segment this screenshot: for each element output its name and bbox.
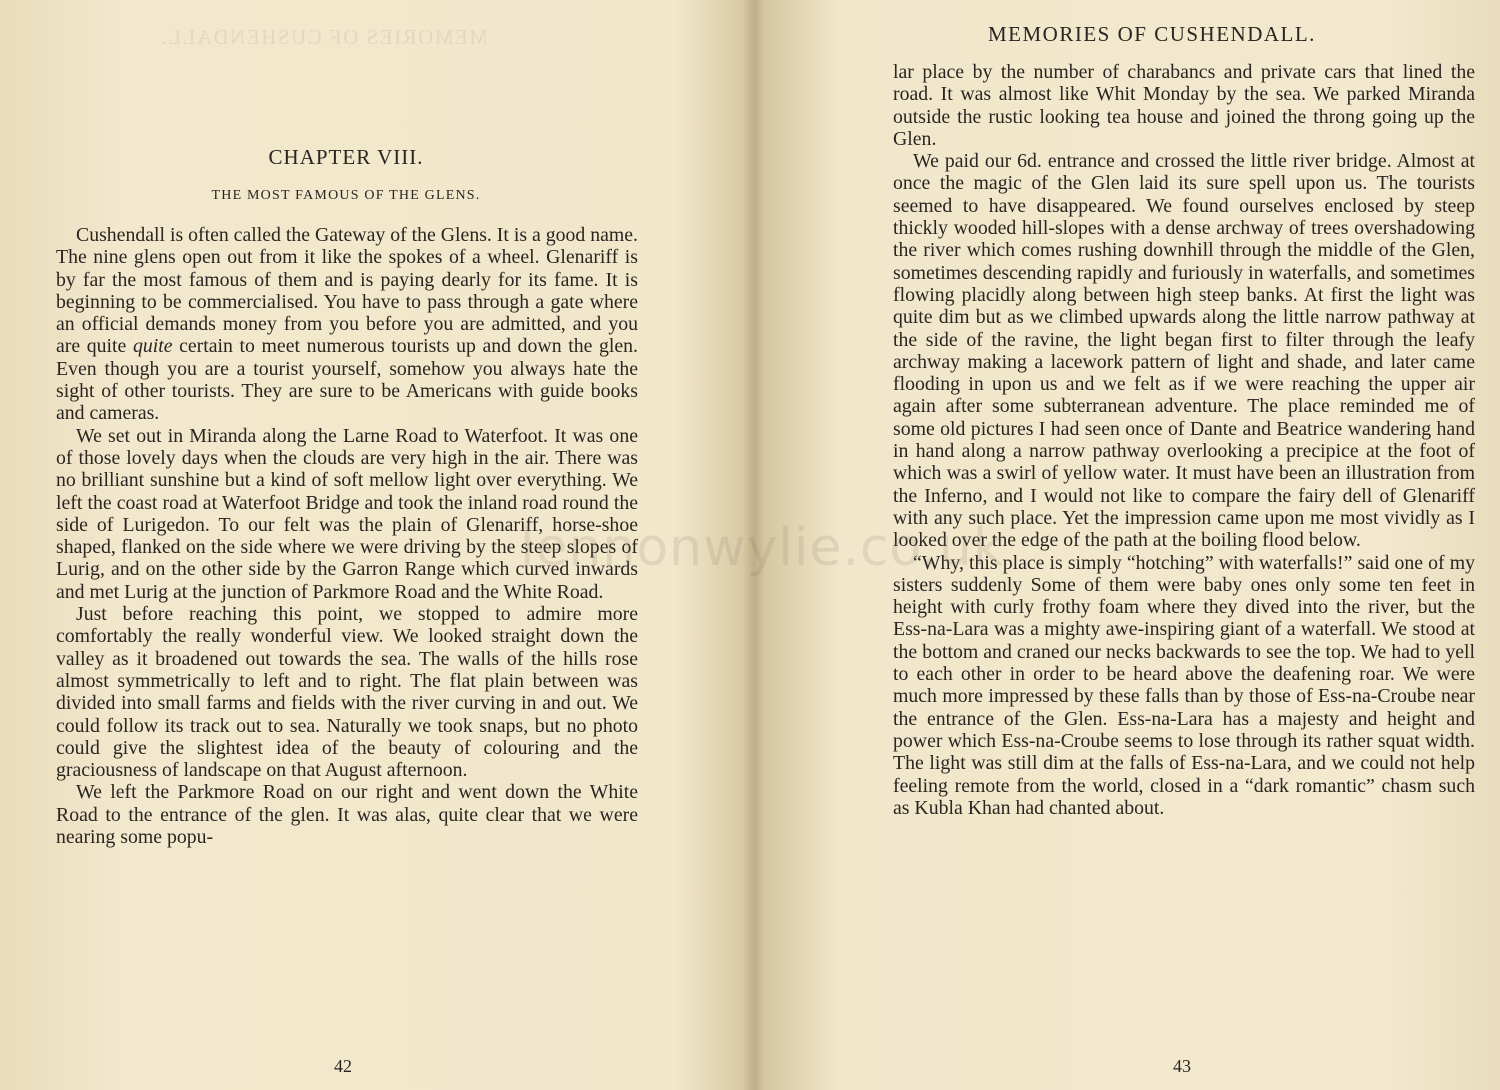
paragraph-text: certain to meet numerous tourists up and down the glen. Even though you are a tourist yourself, somehow you always hate the sight of other tourists. They are sure to be Americans with guide books and cameras. [56, 335, 639, 425]
bleed-through-text: MEMORIES OF CUSHENDALL. [160, 25, 488, 49]
watermark: lennonwylie.co.uk [520, 518, 1004, 578]
paragraph [56, 224, 638, 425]
right-page-body [893, 61, 1475, 819]
paragraph: We set out in Miranda along the Larne Road to Waterfoot. It was one of those lovely days when the clouds are very high in the air. There was no brilliant sunshine but a kind of soft mellow light over everything. We left the coast road at Waterfoot Bridge and took the inland road round the side of Lurigedon. To our felt was the plain of Glenariff, horse-shoe shaped, flanked on the side where we were driving by the steep slopes of Lurig, and on the other side by the Garron Range which curved inwards and met Lurig at the junction of Parkmore Road and the White Road. [56, 424, 638, 603]
paragraph: lar place by the number of charabancs and private cars that lined the road. It was almost like Whit Monday by the sea. We parked Miranda outside the rustic looking tea house and joined the throng going up the Glen. [893, 61, 1475, 150]
emphasis-text: quite [132, 335, 173, 358]
chapter-subtitle: THE MOST FAMOUS OF THE GLENS. [211, 188, 481, 203]
page-number-left: 42 [334, 1056, 352, 1076]
paragraph-text: Cushendall is often called the Gateway of the Glens. It is a good name. The nine glens open out from it like the spokes of a wheel. Glenariff is by far the most famous of them and is paying dearly for its fame. It is beginning to be commercialised. You have to pass through a gate where an official demands money from you before you are admitted, and you are quite [56, 224, 638, 358]
page-number-right: 43 [1173, 1056, 1191, 1076]
running-head: MEMORIES OF CUSHENDALL. [988, 22, 1316, 46]
paragraph: “Why, this place is simply “hotching” with waterfalls!” said one of my sisters suddenly Some of them were baby ones only some ten feet in height with curly frothy foam where they dived into the river, but the Ess-na-Lara was a mighty awe-inspiring giant of a waterfall. We stood at the bottom and craned our necks backwards to see the top. We had to yell to each other in order to be heard above the deafening roar. We were much more impressed by these falls than by those of Ess-na-Croube near the entrance of the Glen. Ess-na-Lara has a majesty and height and power which Ess-na-Croube seems to lose through its rather squat width. The light was still dim at the falls of Ess-na-Lara, and we could not help feeling remote from the world, closed in a “dark romantic” chasm such as Kubla Khan had chanted about. [893, 551, 1475, 819]
paragraph: We left the Parkmore Road on our right and went down the White Road to the entrance of the glen. It was alas, quite clear that we were nearing some popu- [56, 781, 638, 849]
chapter-title: CHAPTER VIII. [268, 145, 424, 169]
paragraph: Just before reaching this point, we stopped to admire more comfortably the really wonderful view. We looked straight down the valley as it broadened out towards the sea. The walls of the hills rose almost symmetrically to left and to right. The flat plain between was divided into small farms and fields with the river curving in and out. We could follow its track out to sea. Naturally we took snaps, but no photo could give the slightest idea of the beauty of colouring and the graciousness of landscape on that August afternoon. [56, 603, 638, 782]
paragraph: We paid our 6d. entrance and crossed the little river bridge. Almost at once the magic of the Glen laid its sure spell upon us. The tourists seemed to have disappeared. We found ourselves enclosed by steep thickly wooded hill-slopes with a dense archway of trees overshadowing the river which comes rushing downhill through the middle of the Glen, sometimes descending rapidly and furiously in waterfalls, and sometimes flowing placidly along between high steep banks. At first the light was quite dim but as we climbed upwards along the little narrow pathway at the side of the ravine, the light began first to filter through the leafy archway making a lacework pattern of light and shade, and later came flooding in upon us and we felt as if we were reaching the upper air again after some subterranean adventure. The place reminded me of some old pictures I had seen once of Dante and Beatrice wandering hand in hand along a narrow pathway overlooking a precipice at the foot of which was a swirl of yellow water. It must have been an illustration from the Inferno, and I would not like to compare the fairy dell of Glenariff with any such place. Yet the impression came upon me most vividly as I looked over the edge of the path at the boiling flood below. [893, 150, 1475, 552]
